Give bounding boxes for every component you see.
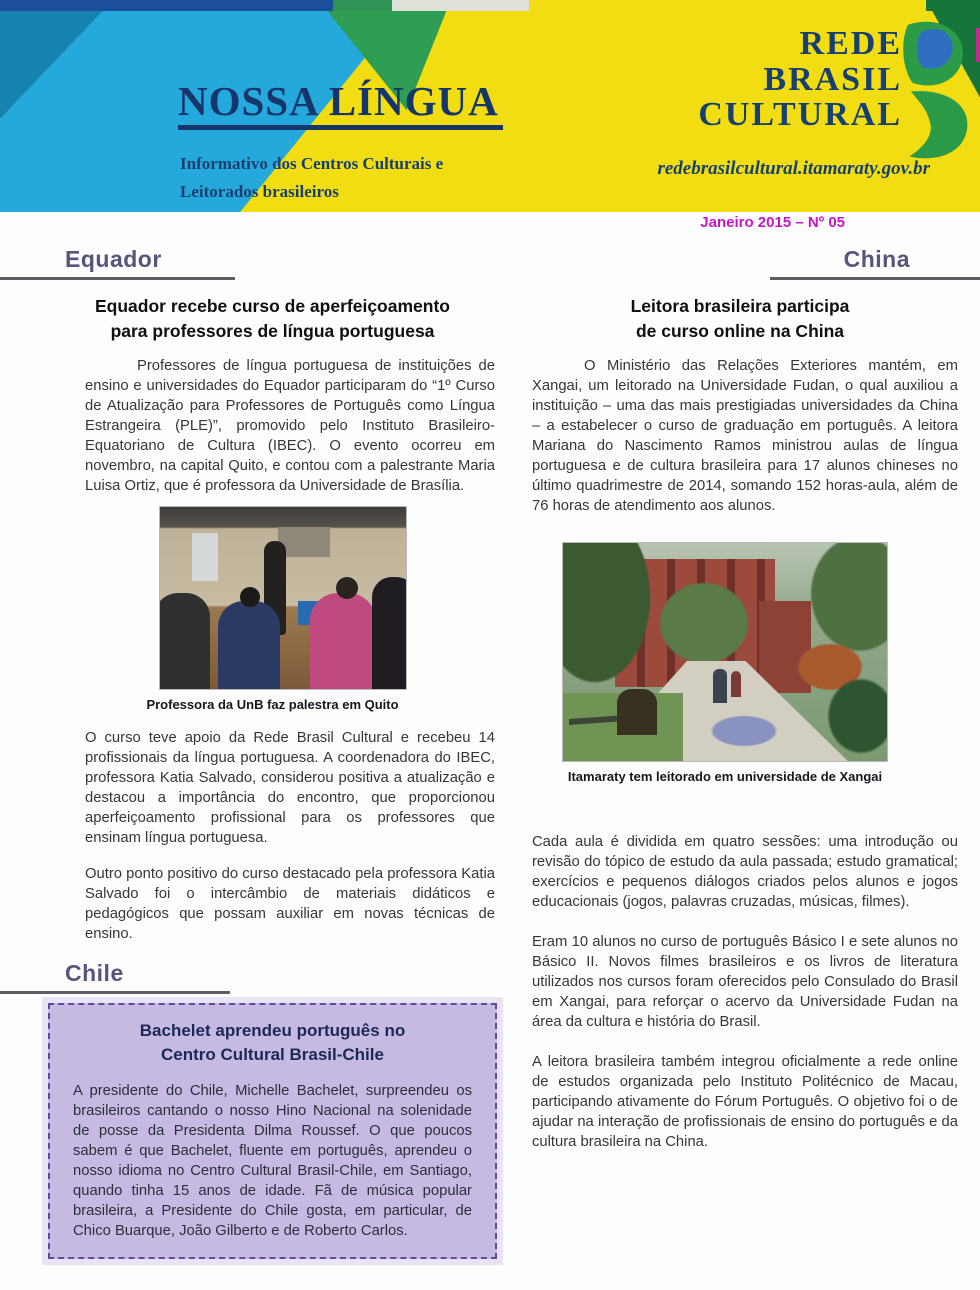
photo-attendee-silhouette — [372, 577, 407, 690]
china-paragraph-3: Eram 10 alunos no curso de português Básico I e sete alunos no Básico II. Novos filmes brasileiros e os livros de literatura utilizados nos cursos foram oferecidos pelo Consulado do Brasil em Xangai, para reforçar o acervo da Universidade Fudan na área da cultura e história do Brasil. — [532, 934, 958, 1030]
campus-figure — [520, 542, 960, 784]
photo-cyclist-silhouette — [617, 689, 657, 735]
photo-attendee-head — [336, 577, 358, 599]
brand-url: redebrasilcultural.itamaraty.gov.br — [657, 158, 930, 179]
newsletter-title: NOSSA LÍNGUA — [178, 80, 503, 130]
section-rule-china — [770, 277, 980, 280]
campus-photo — [562, 542, 888, 762]
section-heading-china: China — [843, 246, 910, 272]
newsletter-subtitle — [180, 150, 443, 206]
classroom-photo-caption: Professora da UnB faz palestra em Quito — [146, 697, 399, 712]
photo-attendee-silhouette — [159, 593, 210, 690]
newsletter-subtitle-line2: Leitorados brasileiros — [180, 182, 339, 202]
chile-box-title-line2: Centro Cultural Brasil-Chile — [161, 1044, 384, 1064]
section-rule-chile — [0, 991, 230, 994]
article-title-china-line1: Leitora brasileira participa — [630, 296, 850, 316]
chile-box-title-line1: Bachelet aprendeu português no — [139, 1021, 406, 1040]
classroom-photo — [159, 506, 407, 690]
china-paragraph-1: O Ministério das Relações Exteriores mantém, em Xangai, um leitorado na Universidade Fudan, o qual auxiliou a instituição – uma das mais prestigiadas universidades da China – a estabelecer o curso de graduação em português. A leitora Mariana do Nascimento Ramos ministrou aulas de língua portuguesa e de cultura brasileira para 17 alunos chineses no último quadrimestre de 2014, somando 152 horas-aula, além de 76 horas de atendimento aos alunos. — [532, 358, 958, 514]
right-column — [520, 246, 960, 1152]
section-heading-chile: Chile — [65, 960, 124, 986]
article-title-china-line2: de curso online na China — [635, 320, 845, 341]
issue-date-line: Janeiro 2015 – Nº 05 — [700, 214, 845, 231]
brand-line-rede: REDE — [799, 25, 902, 62]
photo-tree-shape — [649, 573, 759, 673]
photo-attendee-silhouette — [310, 593, 376, 690]
brand-line-brasil: BRASIL — [763, 60, 902, 98]
campus-photo-caption: Itamaraty tem leitorado em universidade de Xangai — [567, 769, 883, 784]
china-paragraph-4: A leitora brasileira também integrou oficialmente a rede online de estudos organizada pelo Instituto Politécnico de Macau, participando ativamente do Fórum Português. O objetivo foi o de ajudar na interação de profissionais de ensino do português e da cultura brasileira na China. — [532, 1054, 958, 1150]
article-title-equador — [40, 294, 505, 343]
photo-pedestrian-silhouette — [731, 671, 741, 697]
newsletter-subtitle-line1: Informativo dos Centros Culturais e — [180, 154, 444, 173]
brand-wordmark — [698, 26, 902, 133]
article-title-china — [520, 294, 960, 343]
chile-highlight-box — [48, 1003, 497, 1259]
equador-paragraph-2: O curso teve apoio da Rede Brasil Cultural e recebeu 14 profissionais da língua portuguesa. A coordenadora do IBEC, professora Katia Salvado, considerou positiva a atualização e destacou a importância do encontro, que proporcionou aperfeiçoamento profissional para os professores que ensinam língua portuguesa. — [85, 730, 495, 846]
chile-box-title — [73, 1019, 472, 1067]
chile-box-text: A presidente do Chile, Michelle Bachelet, surpreendeu os brasileiros cantando o nosso Hino Nacional na solenidade de posse da Presidenta Dilma Roussef. O que poucos sabem é que Bachelet, fluente em português, aprendeu o nosso idioma no Centro Cultural Brasil-Chile, em Santiago, quando tinha 15 anos de idade. Fã de música popular brasileira, a Presidente do Chile gosta, em particular, de Chico Buarque, João Gilberto e de Roberto Carlos. — [73, 1082, 472, 1239]
equador-paragraph-3: Outro ponto positivo do curso destacado pela professora Katia Salvado foi o intercâmbio de materiais didáticos e pedagógicos que possam auxiliar em novas técnicas de ensino. — [85, 866, 495, 942]
photo-pedestrian-silhouette — [713, 669, 727, 703]
photo-flowers-shape — [701, 711, 787, 751]
photo-bush-shape — [821, 671, 888, 761]
left-column — [40, 246, 505, 1259]
banner-top-strip — [0, 0, 980, 11]
china-paragraph-2: Cada aula é dividida em quatro sessões: uma introdução ou revisão do tópico de estudo da aula passada; estudo gramatical; exercícios e pequenos diálogos criados pelos alunos e jogos educacionais (jogos, palavras cruzadas, músicas, filmes). — [532, 834, 958, 910]
banner — [0, 0, 980, 212]
photo-tree-shape — [562, 542, 661, 699]
rede-brasil-cultural-logo-icon — [896, 20, 976, 160]
photo-attendee-silhouette — [218, 601, 280, 690]
classroom-figure — [40, 506, 505, 712]
section-heading-equador: Equador — [65, 246, 162, 272]
article-title-equador-line1: Equador recebe curso de aperfeiçoamento — [95, 296, 450, 316]
article-title-equador-line2: para professores de língua portuguesa — [110, 320, 435, 341]
photo-attendee-head — [240, 587, 260, 607]
banner-magenta-sliver — [976, 28, 980, 62]
section-rule-equador — [0, 277, 235, 280]
equador-paragraph-1: Professores de língua portuguesa de instituições de ensino e universidades do Equador participaram do “1º Curso de Atualização para Professores de Português como Língua Estrangeira (PLE)”, promovido pelo Instituto Brasileiro-Equatoriano de Cultura (IBEC). O evento ocorreu em novembro, na capital Quito, e contou com a palestrante Maria Luisa Ortiz, que é professora da Universidade de Brasília. — [85, 358, 495, 494]
photo-window-shape — [192, 533, 218, 581]
brand-line-cultural: CULTURAL — [698, 96, 902, 134]
